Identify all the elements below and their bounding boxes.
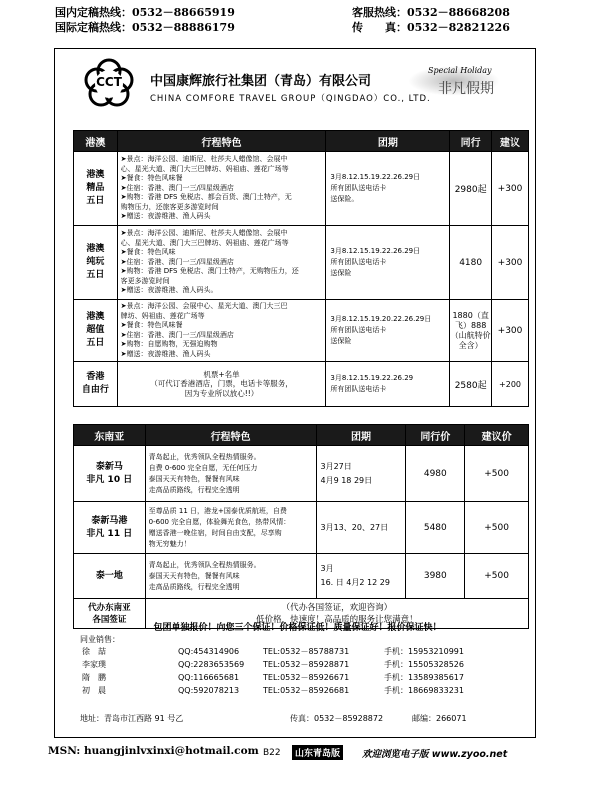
sea-header-suggest: 建议价 <box>465 425 529 446</box>
suggested-price: +500 <box>465 554 529 599</box>
tour-details: ➤景点：海洋公园、会展中心、星光大道、澳门大三巴 牌坊、妈祖庙、莲花广场等 ➤餐食：特色风味餐 ➤住宿：香港、澳门一三/四星级酒店 ➤购物：自愿购物，无强迫购物 ➤赠送：夜游维港、渔人码头 <box>117 300 326 362</box>
tour-schedule: 3月8.12.15.19.20.22.26.29日 所有团队送电话卡 送保险 <box>326 300 450 362</box>
hk-header-dates: 团期 <box>326 131 450 152</box>
guarantee-text: 包团单独报价！向您三个保证！价格保证低！质量保证好！报价保证快！ <box>153 623 442 633</box>
contact-name: 隋 鹏 <box>82 673 106 682</box>
visa-name: 代办东南亚 各国签证 <box>74 599 146 629</box>
contact-mobile: 手机：15505328526 <box>384 660 464 669</box>
contact-mobile: 手机：15953210991 <box>384 647 464 656</box>
address: 地址：青岛市江西路 91 号乙 <box>80 714 184 723</box>
visa-text: （代办各国签证，欢迎咨询） 低价格，快速度！高品质的服务让您满意！ <box>145 599 528 629</box>
tour-schedule: 3月 16. 日 4月2 12 29 <box>316 554 406 599</box>
hk-macau-table <box>73 130 529 407</box>
contact-qq: QQ:454314906 <box>178 647 240 656</box>
tour-schedule: 3月13、20、27日 <box>316 502 406 554</box>
tour-schedule: 3月8.12.15.19.22.26.29 所有团队送电话卡 <box>326 362 450 407</box>
sea-table-header <box>74 425 529 446</box>
peer-price: 2980起 <box>450 152 492 226</box>
contact-tel: TEL:0532－85928871 <box>263 660 350 669</box>
tour-details: 青岛起止，优秀领队全程热情服务。 自费 0-600 完全自愿，无任何压力 泰国天天有特色，餐餐有风味 走高品质路线，行程完全透明 <box>145 446 316 502</box>
sea-header-dates: 团期 <box>316 425 406 446</box>
company-name-en: CHINA COMFORE TRAVEL GROUP（QINGDAO）CO., LTD. <box>150 94 431 104</box>
tour-name: 泰一地 <box>74 554 146 599</box>
table-row <box>74 554 529 599</box>
tour-schedule: 3月27日 4月9 18 29日 <box>316 446 406 502</box>
peer-price: 4180 <box>450 226 492 300</box>
table-row <box>74 152 529 226</box>
hk-header-features: 行程特色 <box>117 131 326 152</box>
contacts-title: 同业销售： <box>80 635 120 644</box>
contact-tel: TEL:0532－85788731 <box>263 647 350 656</box>
company-name-cn: 中国康辉旅行社集团（青岛）有限公司 <box>150 74 372 89</box>
contact-name: 初 晨 <box>82 686 106 695</box>
fax-hotline: 传 真：0532－82821226 <box>352 21 510 34</box>
sea-header-peer: 同行价 <box>406 425 465 446</box>
page-number: B22 <box>263 748 281 758</box>
footer-msn: MSN: huangjinlvxinxi@hotmail.com <box>48 745 259 757</box>
hk-table-header <box>74 131 529 152</box>
fax-number: 传真：0532－85928872 <box>290 714 384 723</box>
suggested-price: +300 <box>492 300 529 362</box>
tour-name: 港澳 精品 五日 <box>74 152 118 226</box>
suggested-price: +300 <box>492 152 529 226</box>
southeast-asia-table <box>73 424 529 629</box>
peer-price: 5480 <box>406 502 465 554</box>
postcode: 邮编：266071 <box>412 714 467 723</box>
suggested-price: +300 <box>492 226 529 300</box>
tour-details: ➤景点：海洋公园、迪斯尼、杜莎夫人蜡像馆、会展中 心、星光大道、澳门大三巴牌坊、妈祖庙、莲花广场等 ➤餐食：特色风味餐 ➤住宿：香港、澳门一三/四星级酒店 ➤购物：香港 DFS 免税店、都会百货、澳门土特产，无 购物压力，还旅客更多游览时间 ➤赠送：夜游维港、渔人码头 <box>117 152 326 226</box>
table-row <box>74 300 529 362</box>
contact-qq: QQ:2283653569 <box>178 660 245 669</box>
tour-name: 香港 自由行 <box>74 362 118 407</box>
domestic-hotline: 国内定稿热线：0532－88665919 <box>55 6 235 19</box>
hk-header-region: 港澳 <box>74 131 118 152</box>
peer-price: 4980 <box>406 446 465 502</box>
table-row <box>74 446 529 502</box>
holiday-en: Special Holiday <box>428 66 492 75</box>
service-hotline: 客服热线：0532－88668208 <box>352 6 510 19</box>
hk-header-suggest: 建议 <box>492 131 529 152</box>
contact-tel: TEL:0532－85926681 <box>263 686 350 695</box>
tour-name: 泰新马港 非凡 11 日 <box>74 502 146 554</box>
contact-tel: TEL:0532－85926671 <box>263 673 350 682</box>
footer-welcome: 欢迎浏览电子版 www.zyoo.net <box>362 749 508 760</box>
contact-qq: QQ:592078213 <box>178 686 240 695</box>
tour-details: 青岛起止，优秀领队全程热情服务。 泰国天天有特色，餐餐有风味 走高品质路线，行程完全透明 <box>145 554 316 599</box>
contact-mobile: 手机：13589385617 <box>384 673 464 682</box>
tour-name: 泰新马 非凡 10 日 <box>74 446 146 502</box>
peer-price: 2580起 <box>450 362 492 407</box>
tour-details: 机票+名单 （可代订香港酒店，门票，电话卡等服务， 因为专业所以放心!!） <box>117 362 326 407</box>
suggested-price: +200 <box>492 362 529 407</box>
hk-header-peer: 同行 <box>450 131 492 152</box>
table-row <box>74 362 529 407</box>
holiday-cn: 非凡假期 <box>438 81 494 97</box>
sea-header-features: 行程特色 <box>145 425 316 446</box>
table-row <box>74 502 529 554</box>
tour-schedule: 3月8.12.15.19.22.26.29日 所有团队送电话卡 送保险 <box>326 226 450 300</box>
contact-mobile: 手机：18669833231 <box>384 686 464 695</box>
suggested-price: +500 <box>465 502 529 554</box>
contact-name: 徐 喆 <box>82 647 106 656</box>
logo-text: CCT <box>96 75 122 89</box>
table-row <box>74 226 529 300</box>
contact-qq: QQ:116665681 <box>178 673 240 682</box>
peer-price: 3980 <box>406 554 465 599</box>
suggested-price: +500 <box>465 446 529 502</box>
peer-price: 1880（直飞）888（山航特价全含） <box>450 300 492 362</box>
tour-name: 港澳 纯玩 五日 <box>74 226 118 300</box>
tour-schedule: 3月8.12.15.19.22.26.29日 所有团队送电话卡 送保险。 <box>326 152 450 226</box>
tour-name: 港澳 超值 五日 <box>74 300 118 362</box>
tour-details: 至尊品质 11 日，港龙+国泰优质航班，自费 0-600 完全自愿，体验舞光食色，热带风情： 赠送香港一晚住宿，时间自由支配，尽享购 物无穷魅力！ <box>145 502 316 554</box>
international-hotline: 国际定稿热线：0532－88886179 <box>55 21 235 34</box>
tour-details: ➤景点：海洋公园、迪斯尼、杜莎夫人蜡像馆、会展中 心、星光大道、澳门大三巴牌坊、妈祖庙、莲花广场等 ➤餐食：特色风味 ➤住宿：香港、澳门一三/四星级酒店 ➤购物：香港 DFS 免税店、澳门土特产，无购物压力，还 客更多游览时间 ➤赠送：夜游维港、渔人码头。 <box>117 226 326 300</box>
edition-badge: 山东青岛版 <box>292 745 343 760</box>
contact-name: 李家璞 <box>82 660 106 669</box>
sea-header-region: 东南亚 <box>74 425 146 446</box>
